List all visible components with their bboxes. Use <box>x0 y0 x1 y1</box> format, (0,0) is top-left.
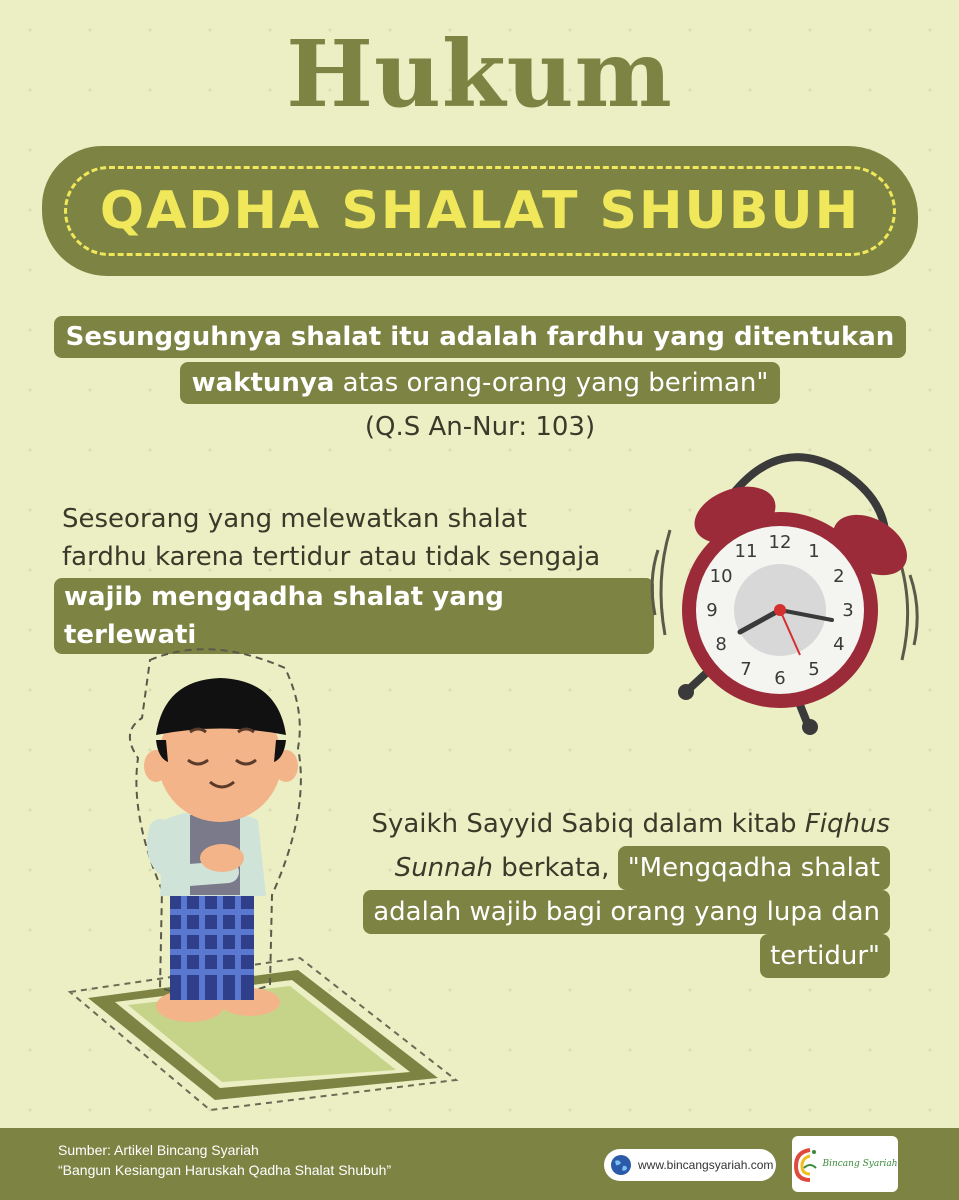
quote-line-2-rest: atas orang-orang yang beriman" <box>334 368 769 398</box>
clock-numeral: 7 <box>740 658 752 680</box>
globe-icon <box>610 1154 632 1176</box>
clock-numeral: 6 <box>774 668 786 689</box>
source-title: “Bangun Kesiangan Haruskah Qadha Shalat Shubuh” <box>58 1162 392 1178</box>
clock-center-pin <box>774 604 786 616</box>
quote-line-1: Sesungguhnya shalat itu adalah fardhu yang ditentukan <box>54 316 907 358</box>
ruling-paragraph <box>54 500 654 654</box>
brand-logo-text: Bincang Syariah <box>822 1159 898 1169</box>
clock-numeral: 9 <box>706 600 718 621</box>
clock-foot-right-tip <box>802 719 818 735</box>
boy-sarong <box>170 896 254 1000</box>
banner-dashed-border <box>64 166 896 256</box>
clock-numeral: 2 <box>833 566 845 587</box>
clock-numeral: 11 <box>734 541 758 563</box>
boy-hands <box>200 844 244 872</box>
website-url: www.bincangsyariah.com <box>638 1158 774 1172</box>
vibration-line <box>898 555 908 660</box>
banner-title: QADHA SHALAT SHUBUH <box>99 181 861 241</box>
ruling-line-2: fardhu karena tertidur atau tidak sengaja <box>62 542 601 572</box>
website-link[interactable] <box>604 1149 776 1181</box>
vibration-line <box>910 575 917 645</box>
vibration-line <box>652 550 658 615</box>
clock-numeral: 3 <box>842 600 854 621</box>
title-hukum: Hukum <box>286 20 673 128</box>
source-label: Sumber: Artikel Bincang Syariah <box>58 1142 259 1158</box>
ruling-highlight: wajib mengqadha shalat yang terlewati <box>54 578 654 654</box>
opinion-text-1: Syaikh Sayyid Sabiq dalam kitab <box>371 809 805 839</box>
clock-numeral: 10 <box>709 566 733 587</box>
clock-numeral: 1 <box>808 541 820 563</box>
prayer-mat <box>70 958 456 1110</box>
clock-numeral: 5 <box>808 658 820 680</box>
opinion-book-2: Sunnah <box>394 853 494 883</box>
opinion-highlight-3: tertidur" <box>760 934 890 978</box>
alarm-clock-icon <box>640 440 930 750</box>
clock-numeral: 8 <box>715 634 727 655</box>
opinion-book-1: Fiqhus <box>804 809 890 839</box>
vibration-line <box>661 530 670 635</box>
quote-block <box>40 316 920 448</box>
clock-foot-left-tip <box>678 684 694 700</box>
opinion-highlight-1: "Mengqadha shalat <box>618 846 890 890</box>
quote-line-2 <box>180 362 781 404</box>
quote-reference: (Q.S An-Nur: 103) <box>364 412 596 442</box>
clock-numeral: 4 <box>833 634 845 655</box>
brand-logo <box>792 1136 898 1192</box>
quote-bold-word: waktunya <box>191 368 335 398</box>
ruling-line-1: Seseorang yang melewatkan shalat <box>62 504 527 534</box>
opinion-highlight-2: adalah wajib bagi orang yang lupa dan <box>363 890 890 934</box>
title-banner <box>42 146 918 276</box>
brand-logo-icon <box>792 1144 820 1184</box>
boy-cap <box>156 678 286 735</box>
opinion-text-2: berkata, <box>493 853 618 883</box>
opinion-paragraph <box>320 802 890 978</box>
clock-numeral: 12 <box>768 532 792 553</box>
